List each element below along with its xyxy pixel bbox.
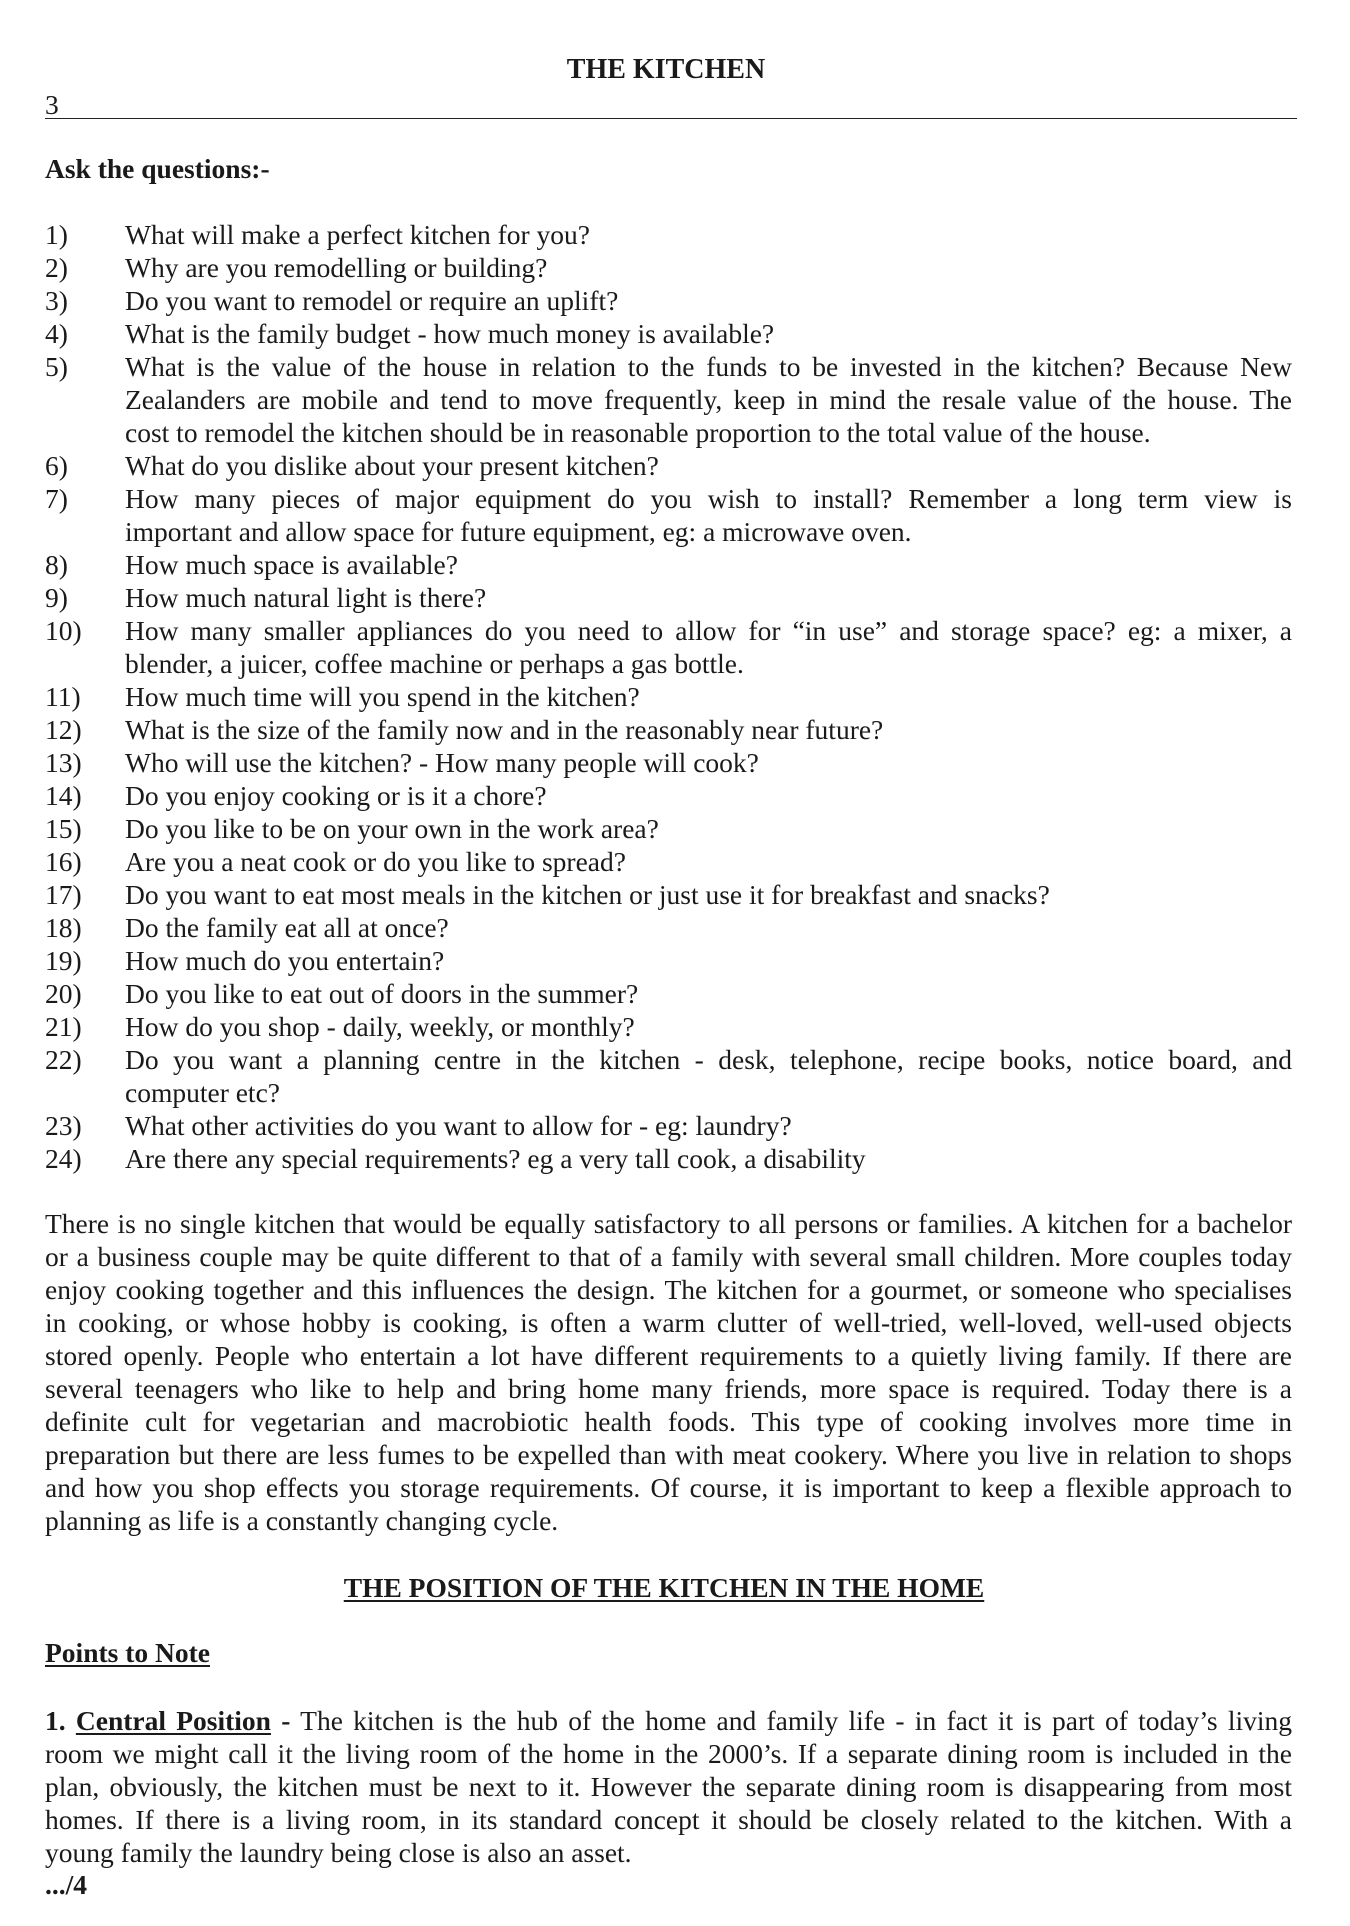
question-line: Why are you remodelling or building? — [125, 252, 548, 283]
question-line: What other activities do you want to allow for - eg: laundry? — [125, 1110, 792, 1141]
question-item — [45, 1142, 1292, 1175]
question-item — [45, 878, 1292, 911]
question-item — [45, 845, 1292, 878]
question-text — [125, 713, 1292, 746]
point-separator: - — [281, 1705, 291, 1736]
paragraph-line: There is no single kitchen that would be equally satisfactory to all persons or families. A kitchen for a bachelor — [45, 1208, 1292, 1239]
question-item — [45, 944, 1292, 977]
question-number: 3) — [45, 285, 68, 316]
section-heading-text: THE POSITION OF THE KITCHEN IN THE HOME — [343, 1572, 985, 1603]
question-line: How many smaller appliances do you need to allow for “in use” and storage space? eg: a mixer, a — [125, 615, 1292, 646]
question-text — [125, 284, 1292, 317]
question-text — [125, 911, 1292, 944]
question-number: 1) — [45, 219, 68, 250]
question-number: 24) — [45, 1143, 82, 1174]
question-number: 15) — [45, 813, 82, 844]
question-text — [125, 614, 1292, 680]
question-text — [125, 1010, 1292, 1043]
paragraph-line: planning as life is a constantly changing cycle. — [45, 1505, 559, 1536]
question-number: 16) — [45, 846, 82, 877]
question-text — [125, 1109, 1292, 1142]
paragraph-line: or a business couple may be quite different to that of a family with several small children. More couples today — [45, 1241, 1292, 1272]
question-line: cost to remodel the kitchen should be in reasonable proportion to the total value of the house. — [125, 417, 1151, 448]
question-line: What is the value of the house in relation to the funds to be invested in the kitchen? Because New — [125, 351, 1292, 382]
question-line: Who will use the kitchen? - How many people will cook? — [125, 747, 759, 778]
intro-paragraph — [45, 1207, 1292, 1537]
question-text — [125, 449, 1292, 482]
question-line: How much natural light is there? — [125, 582, 487, 613]
question-number: 9) — [45, 582, 68, 613]
point-central-position — [45, 1704, 1292, 1869]
paragraph-line: enjoy cooking together and this influences the design. The kitchen for a gourmet, or someone who specialises — [45, 1274, 1292, 1305]
question-item — [45, 746, 1292, 779]
question-line: Do you want a planning centre in the kitchen - desk, telephone, recipe books, notice board, and — [125, 1044, 1292, 1075]
question-text — [125, 746, 1292, 779]
question-text — [125, 944, 1292, 977]
point-text: The kitchen is the hub of the home and family life - in fact it is part of today’s living — [300, 1705, 1292, 1736]
question-line: How much do you entertain? — [125, 945, 445, 976]
question-item — [45, 911, 1292, 944]
point-title: Central Position — [75, 1705, 271, 1736]
question-item — [45, 713, 1292, 746]
page-title: THE KITCHEN — [566, 54, 766, 85]
question-list — [45, 218, 1292, 1175]
question-line: How many pieces of major equipment do you wish to install? Remember a long term view is — [125, 483, 1292, 514]
question-item — [45, 581, 1292, 614]
question-item — [45, 1043, 1292, 1109]
question-text — [125, 218, 1292, 251]
question-line: How much time will you spend in the kitchen? — [125, 681, 640, 712]
paragraph-line: several teenagers who like to help and bring home many friends, more space is required. Today there is a — [45, 1373, 1292, 1404]
question-text — [125, 482, 1292, 548]
question-text — [125, 548, 1292, 581]
question-number: 11) — [45, 681, 81, 712]
question-item — [45, 812, 1292, 845]
question-item — [45, 350, 1292, 449]
question-item — [45, 482, 1292, 548]
page-number: 3 — [45, 89, 59, 120]
question-text — [125, 812, 1292, 845]
question-text — [125, 977, 1292, 1010]
question-line: Do you like to be on your own in the work area? — [125, 813, 659, 844]
question-line: What will make a perfect kitchen for you? — [125, 219, 591, 250]
question-text — [125, 680, 1292, 713]
paragraph-line: and how you shop effects you storage requirements. Of course, it is important to keep a flexible approach to — [45, 1472, 1292, 1503]
question-line: computer etc? — [125, 1077, 280, 1108]
question-item — [45, 449, 1292, 482]
questions-heading: Ask the questions:- — [45, 153, 270, 184]
question-number: 5) — [45, 351, 68, 382]
question-line: What is the family budget - how much money is available? — [125, 318, 775, 349]
question-text — [125, 317, 1292, 350]
question-item — [45, 218, 1292, 251]
point-line: young family the laundry being close is also an asset. — [45, 1837, 632, 1868]
question-line: blender, a juicer, coffee machine or perhaps a gas bottle. — [125, 648, 744, 679]
paragraph-line: preparation but there are less fumes to be expelled than with meat cookery. Where you live in relation to shops — [45, 1439, 1292, 1470]
question-text — [125, 1142, 1292, 1175]
question-item — [45, 284, 1292, 317]
question-line: How much space is available? — [125, 549, 458, 580]
question-number: 21) — [45, 1011, 82, 1042]
continuation-marker: .../4 — [45, 1869, 88, 1900]
question-line: Do you want to remodel or require an uplift? — [125, 285, 619, 316]
paragraph-line: definite cult for vegetarian and macrobiotic health foods. This type of cooking involves more time in — [45, 1406, 1292, 1437]
question-number: 14) — [45, 780, 82, 811]
question-text — [125, 581, 1292, 614]
question-text — [125, 845, 1292, 878]
question-line: Are there any special requirements? eg a very tall cook, a disability — [125, 1143, 866, 1174]
paragraph-line: stored openly. People who entertain a lot have different requirements to a quietly living family. If there are — [45, 1340, 1292, 1371]
question-text — [125, 251, 1292, 284]
question-number: 12) — [45, 714, 82, 745]
point-line: homes. If there is a living room, in its standard concept it should be closely related to the kitchen. With a — [45, 1804, 1292, 1835]
point-line — [45, 1704, 1292, 1737]
question-line: Zealanders are mobile and tend to move frequently, keep in mind the resale value of the house. The — [125, 384, 1292, 415]
question-item — [45, 977, 1292, 1010]
question-item — [45, 614, 1292, 680]
paragraph-line: in cooking, or whose hobby is cooking, is often a warm clutter of well-tried, well-loved, well-used objects — [45, 1307, 1292, 1338]
question-number: 7) — [45, 483, 68, 514]
question-number: 10) — [45, 615, 82, 646]
question-number: 17) — [45, 879, 82, 910]
question-number: 2) — [45, 252, 68, 283]
section-heading — [0, 1571, 1328, 1604]
question-number: 22) — [45, 1044, 82, 1075]
question-item — [45, 548, 1292, 581]
points-subheading — [45, 1636, 210, 1669]
question-line: important and allow space for future equipment, eg: a microwave oven. — [125, 516, 912, 547]
question-item — [45, 317, 1292, 350]
question-number: 6) — [45, 450, 68, 481]
question-item — [45, 1010, 1292, 1043]
question-number: 20) — [45, 978, 82, 1009]
question-line: How do you shop - daily, weekly, or monthly? — [125, 1011, 635, 1042]
question-line: Do the family eat all at once? — [125, 912, 449, 943]
point-number: 1. — [45, 1705, 66, 1736]
question-text — [125, 779, 1292, 812]
question-number: 13) — [45, 747, 82, 778]
points-subheading-text: Points to Note — [45, 1637, 210, 1668]
question-line: What do you dislike about your present kitchen? — [125, 450, 659, 481]
question-line: Do you enjoy cooking or is it a chore? — [125, 780, 547, 811]
question-line: Do you like to eat out of doors in the summer? — [125, 978, 639, 1009]
question-number: 23) — [45, 1110, 82, 1141]
point-line: room we might call it the living room of the home in the 2000’s. If a separate dining room is included in the — [45, 1738, 1292, 1769]
question-number: 19) — [45, 945, 82, 976]
question-text — [125, 350, 1292, 449]
question-text — [125, 878, 1292, 911]
question-line: What is the size of the family now and in the reasonably near future? — [125, 714, 884, 745]
header-divider — [45, 118, 1297, 119]
question-item — [45, 1109, 1292, 1142]
point-line: plan, obviously, the kitchen must be next to it. However the separate dining room is disappearing from most — [45, 1771, 1292, 1802]
question-text — [125, 1043, 1292, 1109]
question-line: Are you a neat cook or do you like to spread? — [125, 846, 626, 877]
question-number: 4) — [45, 318, 68, 349]
question-item — [45, 779, 1292, 812]
question-item — [45, 680, 1292, 713]
question-number: 18) — [45, 912, 82, 943]
question-number: 8) — [45, 549, 68, 580]
question-item — [45, 251, 1292, 284]
question-line: Do you want to eat most meals in the kitchen or just use it for breakfast and snacks? — [125, 879, 1050, 910]
